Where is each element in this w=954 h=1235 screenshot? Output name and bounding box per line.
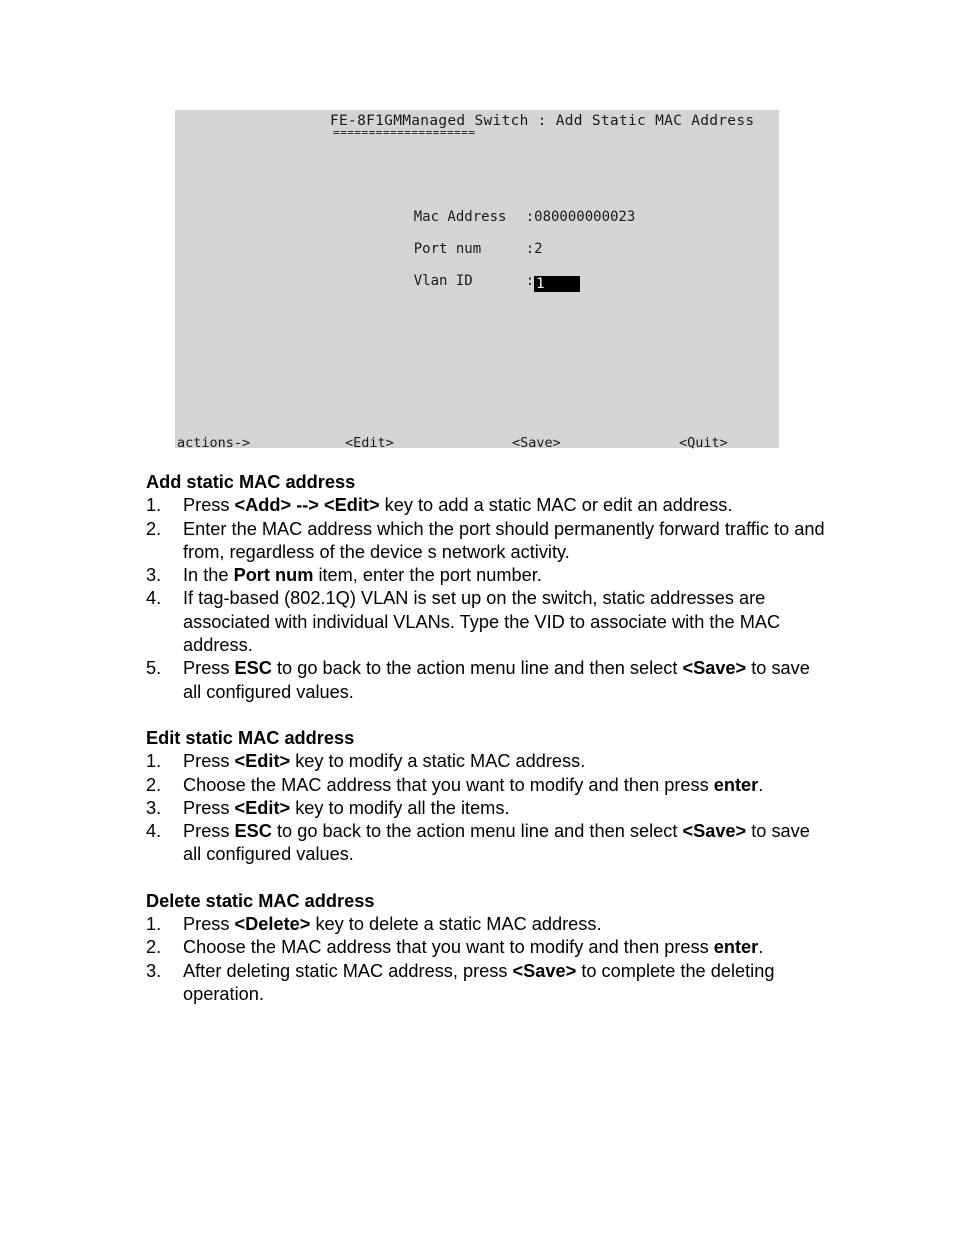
menu-edit: <Edit> bbox=[345, 435, 394, 451]
step-emphasis: ESC bbox=[234, 658, 272, 679]
vlan-id-field bbox=[380, 257, 580, 308]
step-emphasis: <Edit> bbox=[234, 797, 291, 818]
terminal-title-underline: ==================== bbox=[333, 126, 476, 139]
step-item bbox=[146, 657, 826, 704]
step-text: key to add a static MAC or edit an address. bbox=[379, 495, 733, 516]
menu-actions: actions-> bbox=[177, 435, 251, 451]
step-text: key to modify a static MAC address. bbox=[290, 751, 586, 772]
section-title: Delete static MAC address bbox=[146, 890, 375, 911]
terminal-title: FE-8F1GMManaged Switch : Add Static MAC Address bbox=[330, 113, 755, 129]
step-text: key to delete a static MAC address. bbox=[310, 914, 602, 935]
step-number: 2. bbox=[146, 774, 162, 795]
step-item bbox=[146, 820, 826, 867]
step-text: Enter the MAC address which the port should permanently forward traffic to and from, regardless of the device s network activity. bbox=[183, 518, 825, 562]
menu-quit: <Quit> bbox=[679, 435, 728, 451]
document-body bbox=[146, 471, 826, 1029]
vlan-id-label: Vlan ID bbox=[413, 273, 473, 289]
step-number: 3. bbox=[146, 797, 162, 818]
step-emphasis: <Add> --> <Edit> bbox=[234, 495, 380, 516]
step-number: 4. bbox=[146, 821, 162, 842]
section-title: Edit static MAC address bbox=[146, 727, 355, 748]
step-item bbox=[146, 936, 826, 959]
step-text: Press bbox=[183, 658, 235, 679]
step-item bbox=[146, 587, 826, 657]
section bbox=[146, 727, 826, 867]
step-number: 2. bbox=[146, 518, 162, 539]
step-emphasis: <Save> bbox=[682, 821, 747, 842]
step-text: Press bbox=[183, 751, 235, 772]
step-text: to complete the deleting operation. bbox=[183, 960, 775, 1004]
step-text: item, enter the port number. bbox=[313, 565, 542, 586]
step-number: 3. bbox=[146, 960, 162, 981]
step-emphasis: Port num bbox=[233, 565, 314, 586]
step-emphasis: <Delete> bbox=[234, 914, 311, 935]
step-item bbox=[146, 774, 826, 797]
step-text: . bbox=[758, 774, 764, 795]
section bbox=[146, 890, 826, 1006]
step-list bbox=[146, 750, 826, 866]
step-list bbox=[146, 494, 826, 704]
step-text: to go back to the action menu line and then select bbox=[271, 821, 683, 842]
step-item bbox=[146, 750, 826, 773]
vlan-id-input: 1 bbox=[534, 276, 580, 292]
step-text: Choose the MAC address that you want to modify and then press bbox=[183, 937, 714, 958]
port-num-label: Port num bbox=[413, 241, 482, 257]
mac-address-value: :080000000023 bbox=[525, 209, 636, 225]
step-text: After deleting static MAC address, press bbox=[183, 960, 513, 981]
step-number: 1. bbox=[146, 495, 162, 516]
step-number: 5. bbox=[146, 658, 162, 679]
step-text: . bbox=[758, 937, 764, 958]
step-number: 1. bbox=[146, 914, 162, 935]
step-emphasis: <Edit> bbox=[234, 751, 291, 772]
step-item bbox=[146, 494, 826, 517]
step-emphasis: enter bbox=[713, 774, 759, 795]
step-number: 4. bbox=[146, 588, 162, 609]
step-text: to go back to the action menu line and then select bbox=[271, 658, 683, 679]
step-text: Press bbox=[183, 495, 235, 516]
step-item bbox=[146, 518, 826, 565]
step-text: to save all configured values. bbox=[183, 821, 810, 865]
step-text: Press bbox=[183, 797, 235, 818]
step-emphasis: <Save> bbox=[512, 960, 577, 981]
step-text: Press bbox=[183, 821, 235, 842]
step-number: 3. bbox=[146, 565, 162, 586]
step-emphasis: ESC bbox=[234, 821, 272, 842]
step-text: In the bbox=[183, 565, 234, 586]
step-text: to save all configured values. bbox=[183, 658, 810, 702]
step-number: 1. bbox=[146, 751, 162, 772]
port-num-value: :2 bbox=[525, 241, 543, 257]
step-emphasis: <Save> bbox=[682, 658, 747, 679]
step-number: 2. bbox=[146, 937, 162, 958]
step-text: Press bbox=[183, 914, 235, 935]
step-item bbox=[146, 913, 826, 936]
terminal-screenshot bbox=[175, 110, 779, 451]
step-text: If tag-based (802.1Q) VLAN is set up on the switch, static addresses are associated with individual VLANs. Type the VID to associate with the MAC address. bbox=[183, 588, 781, 656]
step-list bbox=[146, 913, 826, 1006]
section bbox=[146, 471, 826, 704]
step-text: key to modify all the items. bbox=[290, 797, 510, 818]
step-item bbox=[146, 960, 826, 1007]
menu-save: <Save> bbox=[512, 435, 561, 451]
step-text: Choose the MAC address that you want to modify and then press bbox=[183, 774, 714, 795]
step-emphasis: enter bbox=[713, 937, 759, 958]
step-item bbox=[146, 797, 826, 820]
step-item bbox=[146, 564, 826, 587]
mac-address-label: Mac Address bbox=[413, 209, 507, 225]
vlan-id-colon: : bbox=[525, 273, 535, 289]
section-title: Add static MAC address bbox=[146, 472, 356, 492]
